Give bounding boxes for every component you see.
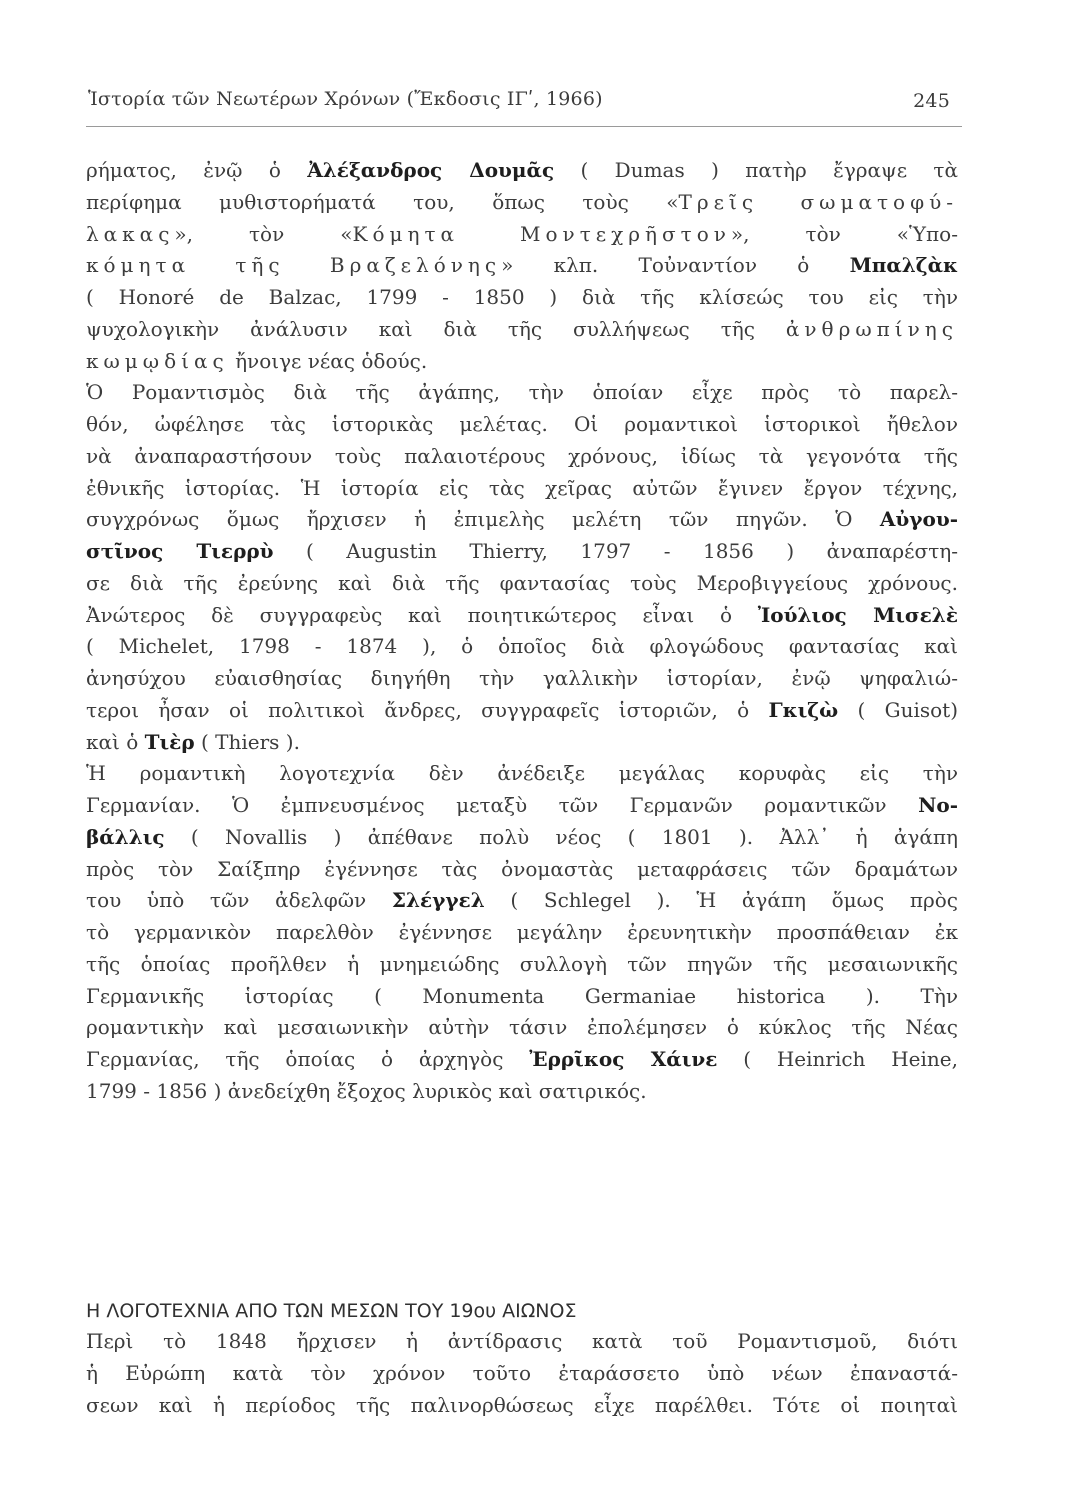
text-line <box>86 1390 958 1422</box>
bold-name: Μπαλζὰκ <box>849 253 958 278</box>
line-text: ( Augustin Thierry, 1797 - 1856 ) ἀναπαρέστη- <box>273 539 958 563</box>
text-line <box>86 1358 958 1390</box>
line-text: ( Honoré de Balzac, 1799 - 1850 ) διὰ τῆς κλίσεώς του εἰς τὴν <box>86 285 958 309</box>
text-line <box>86 250 958 282</box>
bold-name: Αὐγου- <box>879 507 958 532</box>
line-text: ( Thiers ). <box>194 729 300 754</box>
bold-name: Σλέγγελ <box>391 888 485 913</box>
text-line <box>86 536 958 568</box>
bold-name: Ἰούλιος Μισελὲ <box>757 602 958 627</box>
spaced-title: Κόμητα Μοντεχρῆστον <box>352 221 731 246</box>
bold-name: Ἐρρῖκος Χάινε <box>529 1047 718 1071</box>
line-text: Γερμανίας, τῆς ὁποίας ὁ ἀρχηγὸς <box>86 1047 530 1071</box>
text-line <box>86 981 958 1013</box>
bold-name: Νο- <box>918 793 958 817</box>
line-text: Γερμανίαν. Ὁ ἐμπνευσμένος μεταξὺ τῶν Γερμανῶν ρομαντικῶν <box>86 793 919 817</box>
text-line <box>86 758 958 790</box>
line-text: σεων καὶ ἡ περίοδος τῆς παλινορθώσεως εἶχε παρέλθει. Τότε οἱ ποιηταὶ <box>86 1392 958 1417</box>
line-text: ἐθνικῆς ἱστορίας. Ἡ ἱστορία εἰς τὰς χεῖρας αὐτῶν ἔγινεν ἔργον τέχνης, <box>86 475 958 500</box>
line-text: ( Heinrich Heine, <box>717 1047 958 1071</box>
bold-name: Γκιζὼ <box>768 697 839 722</box>
line-text: ἤνοιγε νέας ὁδούς. <box>228 348 428 373</box>
text-line <box>86 1326 958 1358</box>
text-line <box>86 219 958 251</box>
text-line <box>86 473 958 505</box>
header-rule <box>86 126 962 127</box>
text-line <box>86 314 958 346</box>
line-text: περίφημα μυθιστορήματά του, ὅπως τοὺς « <box>86 189 679 214</box>
line-text: Γερμανικῆς ἱστορίας ( Monumenta Germaniae historica ). Τὴν <box>86 983 958 1008</box>
text-line <box>86 1012 958 1044</box>
text-line <box>86 790 958 822</box>
line-text: Περὶ τὸ 1848 ἤρχισεν ἡ ἀντίδρασις κατὰ τοῦ Ρομαντισμοῦ, διότι <box>86 1329 958 1353</box>
line-text: Ἀνώτερος δὲ συγγραφεὺς καὶ ποιητικώτερος εἶναι ὁ <box>86 602 758 627</box>
text-line <box>86 949 958 981</box>
line-text: ( Novallis ) ἀπέθανε πολὺ νέος ( 1801 ). Ἀλλ᾽ ἡ ἀγάπη <box>164 824 958 849</box>
text-line <box>86 1044 958 1076</box>
spaced-title: Τρεῖς σωματοφύ- <box>678 189 958 214</box>
text-line <box>86 854 958 886</box>
text-line <box>86 282 958 314</box>
body-section-1 <box>86 155 958 1108</box>
spaced-title: κόμητα τῆς Βραζελόνης <box>86 253 502 278</box>
text-line <box>86 568 958 600</box>
text-line <box>86 822 958 854</box>
line-text: συγχρόνως ὅμως ἤρχισεν ἡ ἐπιμελὴς μελέτη τῶν πηγῶν. Ὁ <box>86 507 880 532</box>
text-line <box>86 377 958 409</box>
page-number: 245 <box>913 90 950 112</box>
line-text: ἀνησύχου εὐαισθησίας διηγήθη τὴν γαλλικὴν ἱστορίαν, ἐνῷ ψηφαλιώ- <box>86 666 958 690</box>
line-text: τῆς ὁποίας προῆλθεν ἡ μνημειώδης συλλογὴ τῶν πηγῶν τῆς μεσαιωνικῆς <box>86 951 958 976</box>
text-line <box>86 727 958 759</box>
text-line <box>86 695 958 727</box>
line-text: θόν, ὠφέλησε τὰς ἱστορικὰς μελέτας. Οἱ ρομαντικοὶ ἱστορικοὶ ἤθελον <box>86 412 958 436</box>
text-line <box>86 441 958 473</box>
line-text: του ὑπὸ τῶν ἀδελφῶν <box>86 888 392 913</box>
spaced-title: κωμῳδίας <box>86 348 229 373</box>
text-line <box>86 917 958 949</box>
line-text: », τὸν «Ὑπο- <box>730 221 958 246</box>
text-line <box>86 631 958 663</box>
section-heading: Η ΛΟΓΟΤΕΧΝΙΑ ΑΠΟ ΤΩΝ ΜΕΣΩΝ ΤΟΥ 19ου ΑΙΩΝΟΣ <box>86 1300 577 1322</box>
line-text: ἡ Εὐρώπη κατὰ τὸν χρόνον τοῦτο ἐταράσσετο ὑπὸ νέων ἐπαναστά- <box>86 1360 958 1385</box>
line-text: τὸ γερμανικὸν παρελθὸν ἐγέννησε μεγάλην ἐρευνητικὴν προσπάθειαν ἐκ <box>86 920 958 944</box>
text-line <box>86 1076 958 1108</box>
bold-name: Ἀλέξανδρος Δουμᾶς <box>307 158 555 182</box>
line-text: σε διὰ τῆς ἐρεύνης καὶ διὰ τῆς φαντασίας τοὺς Μεροβιγγείους χρόνους. <box>86 570 958 595</box>
text-line <box>86 663 958 695</box>
text-line <box>86 187 958 219</box>
line-text: », τὸν « <box>174 221 353 246</box>
line-text: ρομαντικὴν καὶ μεσαιωνικὴν αὐτὴν τάσιν ἐπολέμησεν ὁ κύκλος τῆς Νέας <box>86 1015 958 1040</box>
line-text: ψυχολογικὴν ἀνάλυσιν καὶ διὰ τῆς συλλήψεως τῆς <box>86 316 786 341</box>
spaced-title: ἀνθρωπίνης <box>785 316 958 341</box>
line-text: πρὸς τὸν Σαίξπηρ ἐγέννησε τὰς ὀνομαστὰς μεταφράσεις τῶν δραμάτων <box>86 856 958 881</box>
text-line <box>86 504 958 536</box>
line-text: τεροι ἦσαν οἱ πολιτικοὶ ἄνδρες, συγγραφεῖς ἱστοριῶν, ὁ <box>86 697 769 722</box>
text-line <box>86 346 958 378</box>
line-text: 1799 - 1856 ) ἀνεδείχθη ἔξοχος λυρικὸς καὶ σατιρικός. <box>86 1078 647 1103</box>
line-text: ρήματος, ἐνῷ ὁ <box>86 158 308 182</box>
running-title: Ἱστορία τῶν Νεωτέρων Χρόνων (Ἔκδοσις ΙΓʹ, 1966) <box>88 88 603 110</box>
bold-name: Τιὲρ <box>144 729 195 754</box>
running-header <box>88 88 958 110</box>
line-text: ( Schlegel ). Ἡ ἀγάπη ὅμως πρὸς <box>484 888 958 913</box>
bold-name: βάλλις <box>86 824 165 849</box>
bold-name: στῖνος Τιερρὺ <box>86 539 274 563</box>
line-text: καὶ ὁ <box>86 729 145 754</box>
line-text: ( Michelet, 1798 - 1874 ), ὁ ὁποῖος διὰ φλογώδους φαντασίας καὶ <box>86 634 958 659</box>
spaced-title: λακας <box>86 221 175 246</box>
line-text: νὰ ἀναπαραστήσουν τοὺς παλαιοτέρους χρόνους, ἰδίως τὰ γεγονότα τῆς <box>86 443 958 468</box>
line-text: Ὁ Ρομαντισμὸς διὰ τῆς ἀγάπης, τὴν ὁποίαν εἶχε πρὸς τὸ παρελ- <box>86 380 958 405</box>
line-text: ( Guisot) <box>838 697 958 722</box>
line-text: » κλπ. Τοὐναντίον ὁ <box>501 253 850 278</box>
line-text: ( Dumas ) πατὴρ ἔγραψε τὰ <box>554 158 958 182</box>
text-line <box>86 885 958 917</box>
text-line <box>86 155 958 187</box>
body-section-2 <box>86 1326 958 1421</box>
line-text: Ἡ ρομαντικὴ λογοτεχνία δὲν ἀνέδειξε μεγάλας κορυφὰς εἰς τὴν <box>86 761 958 786</box>
text-line <box>86 409 958 441</box>
text-line <box>86 600 958 632</box>
